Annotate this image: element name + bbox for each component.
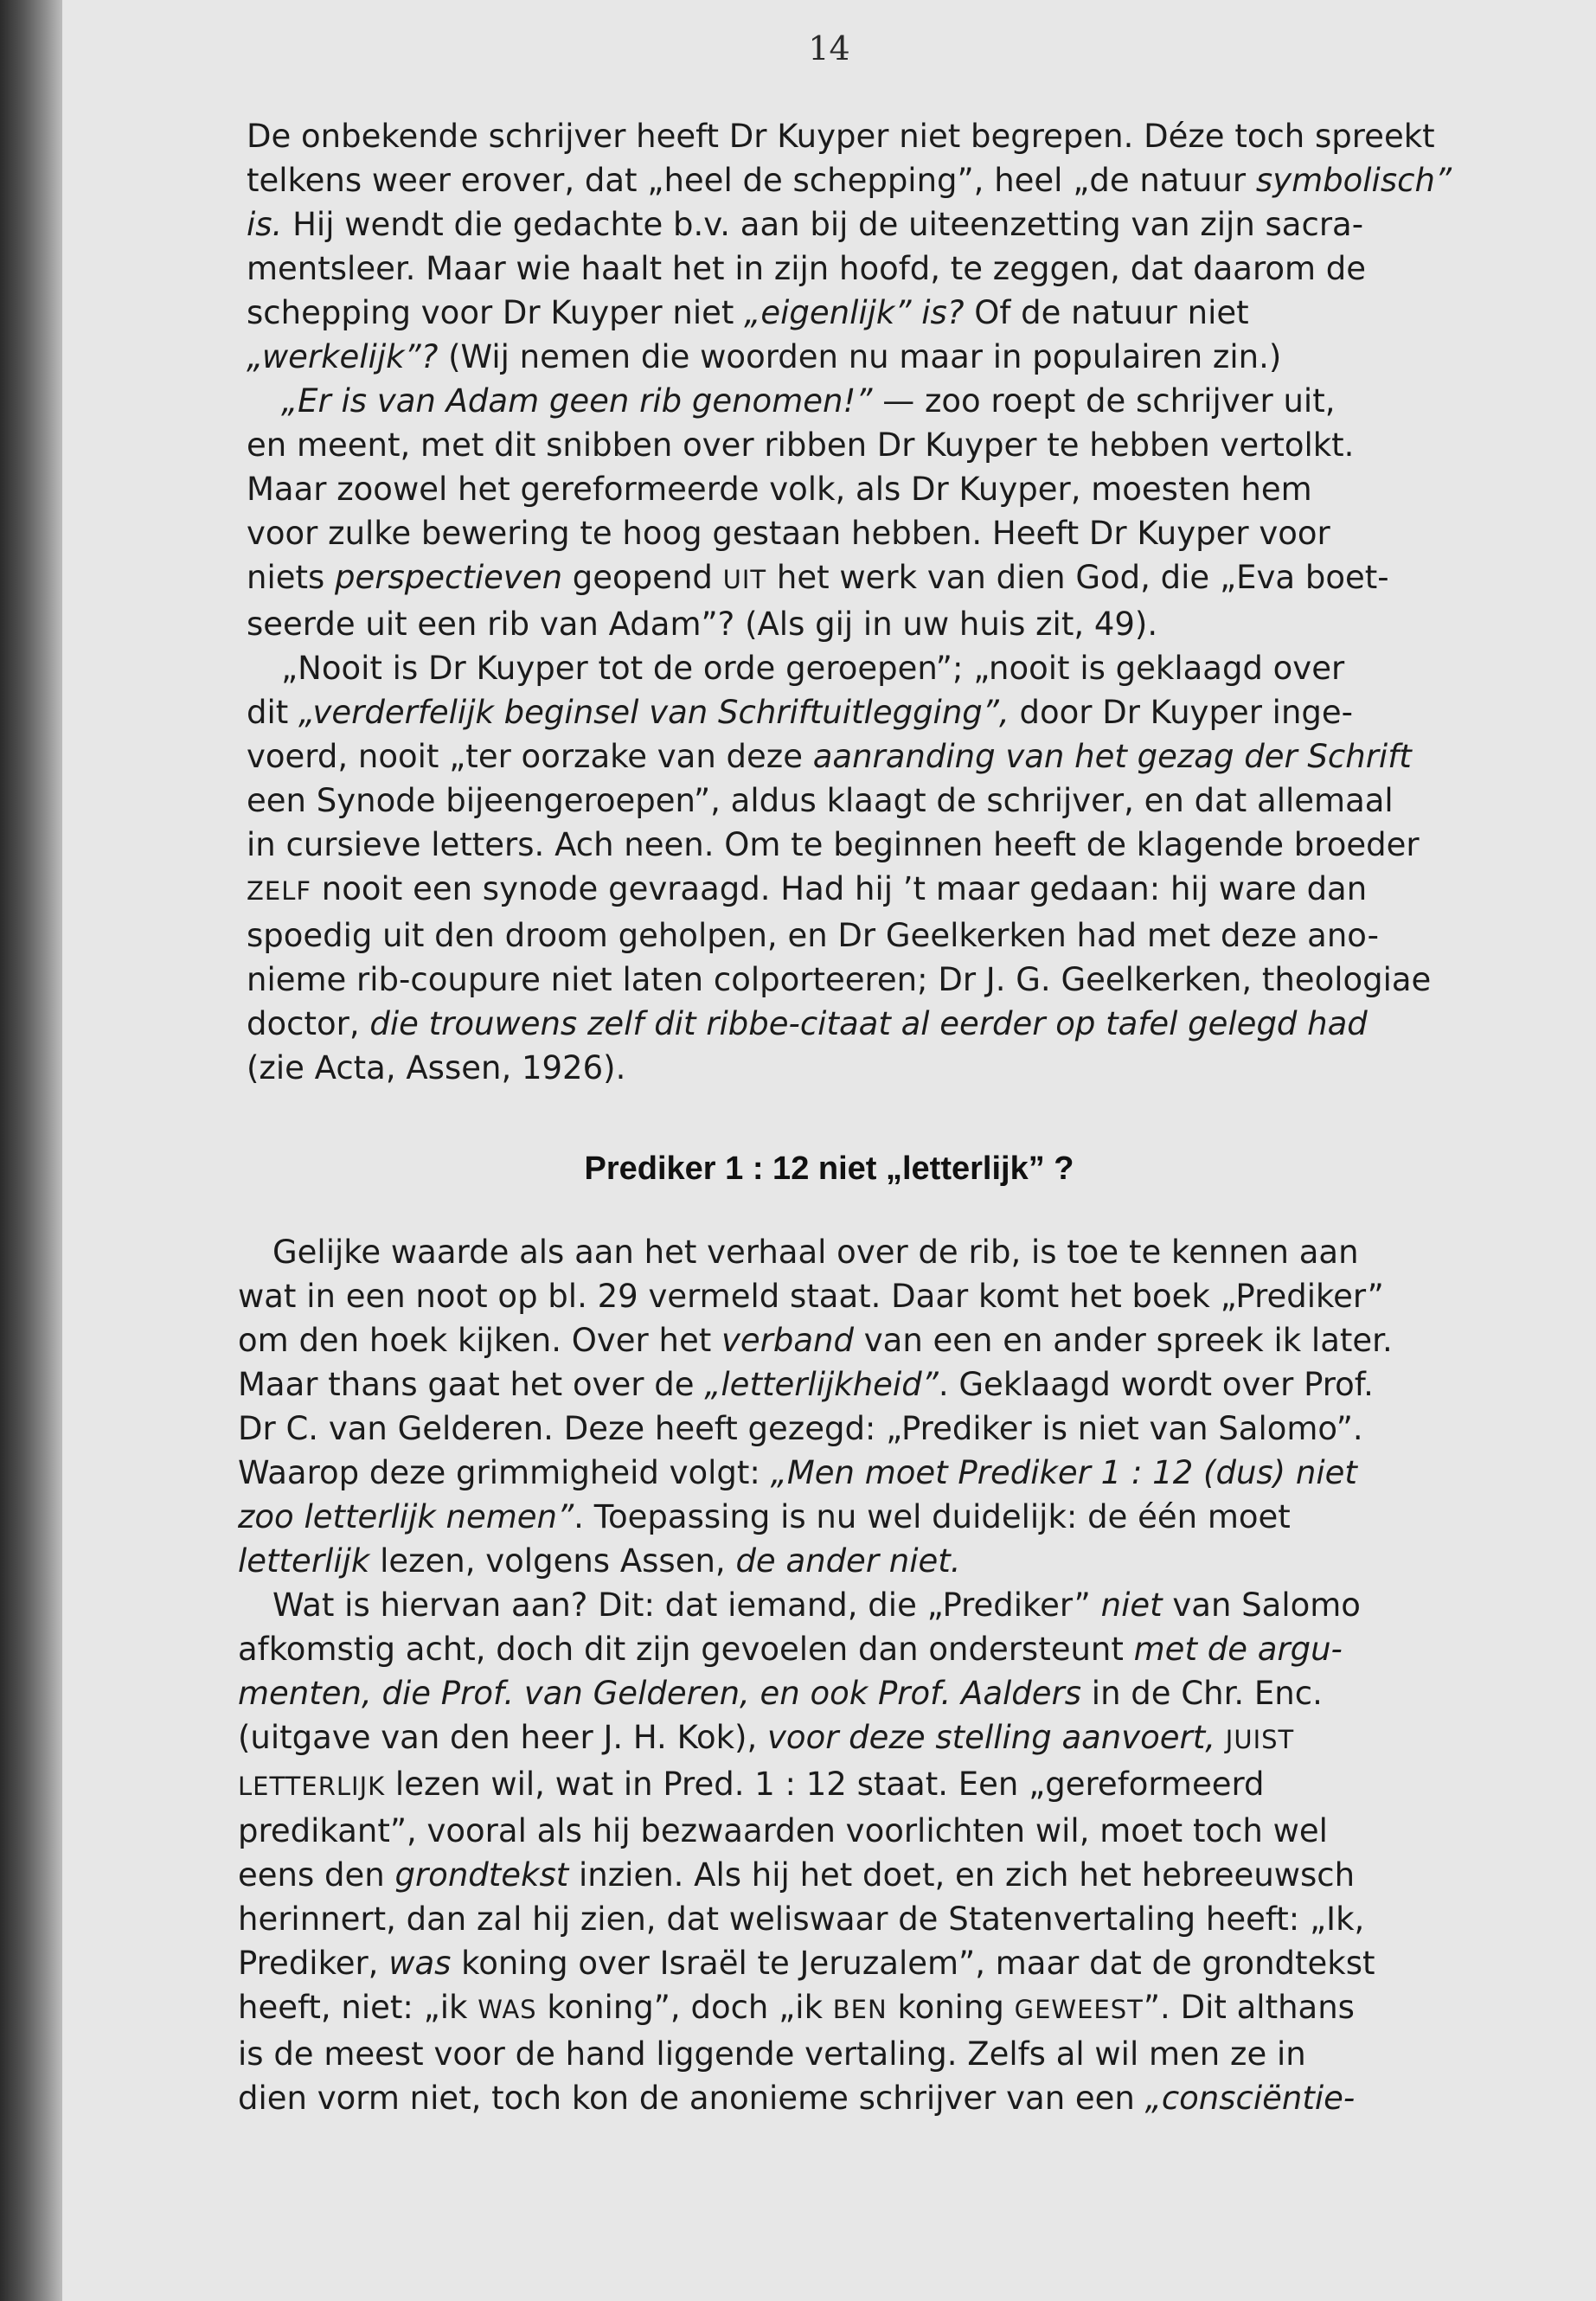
- italic-text: menten, die Prof. van Gelderen, en ook Prof. Aalders: [238, 1675, 1082, 1712]
- italic-text: symbolisch”: [1255, 162, 1452, 199]
- text-span: en meent, met dit snibben over ribben Dr Kuyper te hebben vertolkt.: [247, 426, 1355, 464]
- italic-text: niet: [1100, 1586, 1163, 1624]
- text-span: eens den: [238, 1856, 395, 1894]
- text-span: Dr C. van Gelderen. Deze heeft gezegd: „Prediker is niet van Salomo”.: [238, 1410, 1363, 1447]
- text-line: [247, 423, 1484, 467]
- text-span: schepping voor Dr Kuyper niet: [247, 294, 745, 331]
- text-line: [238, 1809, 1471, 1853]
- text-span: een Synode bijeengeroepen”, aldus klaagt de schrijver, en dat allemaal: [247, 782, 1394, 819]
- text-span: Hij wendt die gedachte b.v. aan bij de uiteenzetting van zijn sacra-: [282, 206, 1364, 243]
- text-span: koning over Israël te Jeruzalem”, maar dat de grondtekst: [451, 1945, 1375, 1982]
- text-span: Prediker,: [238, 1945, 389, 1982]
- text-line: [247, 511, 1484, 555]
- text-span: Maar thans gaat het over de: [238, 1366, 705, 1403]
- small-caps-text: ZELF: [247, 876, 312, 906]
- text-span: seerde uit een rib van Adam”? (Als gij in uw huis zit, 49).: [247, 606, 1158, 643]
- text-line: [238, 2032, 1471, 2076]
- text-span: geopend: [562, 559, 723, 596]
- text-line: [247, 158, 1484, 202]
- text-span: door Dr Kuyper inge-: [1009, 694, 1353, 731]
- text-span: dien vorm niet, toch kon de anonieme schrijver van een: [238, 2080, 1145, 2117]
- text-span: (Wij nemen die woorden nu maar in populairen zin.): [438, 338, 1282, 375]
- text-line: [247, 379, 1484, 423]
- italic-text: voor deze stelling aanvoert,: [767, 1719, 1216, 1756]
- text-span: in cursieve letters. Ach neen. Om te beginnen heeft de klagende broeder: [247, 826, 1420, 863]
- italic-text: „letterlijkheid”: [704, 1366, 939, 1403]
- italic-text: was: [388, 1945, 452, 1982]
- italic-text: die trouwens zelf dit ribbe-citaat al eerder op tafel gelegd had: [369, 1005, 1368, 1042]
- text-line: [238, 1230, 1471, 1274]
- italic-text: „consciëntie-: [1144, 2080, 1356, 2117]
- book-page: [62, 0, 1596, 2301]
- text-span: ”. Dit althans: [1143, 1989, 1355, 2026]
- text-line: [247, 291, 1484, 335]
- italic-text: „werkelijk”?: [247, 338, 439, 375]
- text-span: spoedig uit den droom geholpen, en Dr Geelkerken had met deze ano-: [247, 917, 1379, 954]
- italic-text: is.: [247, 206, 283, 243]
- text-line: [247, 734, 1484, 779]
- italic-text: aanranding van het gezag der Schrift: [812, 738, 1412, 775]
- text-span: (uitgave van den heer J. H. Kok),: [238, 1719, 768, 1756]
- text-span: . Toepassing is nu wel duidelijk: de één moet: [574, 1498, 1291, 1535]
- small-caps-text: WAS: [478, 1995, 537, 2024]
- paragraph-block-2: [238, 1230, 1471, 2120]
- text-span: nooit een synode gevraagd. Had hij ’t maar gedaan: hij ware dan: [311, 870, 1368, 907]
- small-caps-text: JUIST: [1225, 1725, 1295, 1754]
- text-line: [247, 913, 1484, 958]
- text-span: — zoo roept de schrijver uit,: [872, 382, 1336, 420]
- text-line: [238, 1362, 1471, 1407]
- italic-text: verband: [721, 1322, 854, 1359]
- small-caps-text: LETTERLIJK: [238, 1772, 386, 1801]
- text-line: [247, 867, 1484, 913]
- text-line: [238, 1318, 1471, 1362]
- text-span: in de Chr. Enc.: [1081, 1675, 1323, 1712]
- text-span: is de meest voor de hand liggende vertaling. Zelfs al wil men ze in: [238, 2035, 1306, 2073]
- text-line: [247, 1002, 1484, 1046]
- text-line: [247, 555, 1484, 602]
- text-span: het werk van dien God, die „Eva boet-: [766, 559, 1389, 596]
- text-span: [1215, 1719, 1226, 1756]
- text-line: [247, 779, 1484, 823]
- text-line: [238, 1985, 1471, 2032]
- text-line: [238, 1941, 1471, 1985]
- text-line: [247, 202, 1484, 247]
- text-span: lezen wil, wat in Pred. 1 : 12 staat. Een „gereformeerd: [385, 1766, 1265, 1803]
- text-line: [238, 1274, 1471, 1318]
- italic-text: letterlijk: [238, 1542, 370, 1580]
- text-span: lezen, volgens Assen,: [369, 1542, 736, 1580]
- text-span: Waarop deze grimmigheid volgt:: [238, 1454, 771, 1491]
- text-span: mentsleer. Maar wie haalt het in zijn hoofd, te zeggen, dat daarom de: [247, 250, 1367, 287]
- text-span: koning”, doch „ik: [536, 1989, 833, 2026]
- text-line: [238, 1583, 1471, 1627]
- italic-text: „eigenlijk” is?: [744, 294, 965, 331]
- text-span: Wat is hiervan aan? Dit: dat iemand, die „Prediker”: [272, 1586, 1101, 1624]
- paragraph-block-1: [247, 114, 1484, 1090]
- text-span: telkens weer erover, dat „heel de schepping”, heel „de natuur: [247, 162, 1256, 199]
- italic-text: „Men moet Prediker 1 : 12 (dus) niet: [770, 1454, 1357, 1491]
- text-line: [238, 1853, 1471, 1897]
- text-line: [238, 2076, 1471, 2120]
- text-line: [238, 1762, 1471, 1809]
- text-line: [238, 1495, 1471, 1539]
- text-span: nieme rib-coupure niet laten colporteeren; Dr J. G. Geelkerken, theologiae: [247, 961, 1432, 998]
- text-line: [238, 1671, 1471, 1715]
- italic-text: „verderfelijk beginsel van Schriftuitlegging”,: [298, 694, 1010, 731]
- text-span: herinnert, dan zal hij zien, dat weliswaar de Statenvertaling heeft: „Ik,: [238, 1900, 1365, 1938]
- text-span: van Salomo: [1162, 1586, 1361, 1624]
- text-line: [247, 114, 1484, 158]
- text-line: [247, 247, 1484, 291]
- text-span: heeft, niet: „ik: [238, 1989, 478, 2026]
- text-line: [247, 1046, 1484, 1090]
- text-line: [247, 823, 1484, 867]
- text-line: [238, 1451, 1471, 1495]
- text-span: afkomstig acht, doch dit zijn gevoelen dan ondersteunt: [238, 1631, 1134, 1668]
- text-line: [247, 958, 1484, 1002]
- text-line: [247, 467, 1484, 511]
- text-line: [247, 646, 1484, 690]
- book-binding-shadow: [0, 0, 62, 2301]
- text-line: [247, 690, 1484, 734]
- text-line: [238, 1539, 1471, 1583]
- text-line: [247, 602, 1484, 646]
- text-span: om den hoek kijken. Over het: [238, 1322, 722, 1359]
- italic-text: grondtekst: [394, 1856, 569, 1894]
- text-span: doctor,: [247, 1005, 370, 1042]
- text-span: Gelijke waarde als aan het verhaal over de rib, is toe te kennen aan: [272, 1234, 1359, 1271]
- italic-text: perspectieven: [335, 559, 563, 596]
- text-span: (zie Acta, Assen, 1926).: [247, 1049, 626, 1086]
- text-line: [238, 1407, 1471, 1451]
- italic-text: met de argu-: [1133, 1631, 1343, 1668]
- small-caps-text: BEN: [832, 1995, 888, 2024]
- small-caps-text: UIT: [722, 565, 767, 594]
- text-span: predikant”, vooral als hij bezwaarden voorlichten wil, moet toch wel: [238, 1812, 1328, 1849]
- page-number: 14: [808, 29, 850, 67]
- text-span: van een en ander spreek ik later.: [853, 1322, 1393, 1359]
- text-span: voor zulke bewering te hoog gestaan hebben. Heeft Dr Kuyper voor: [247, 515, 1330, 552]
- text-span: inzien. Als hij het doet, en zich het hebreeuwsch: [568, 1856, 1356, 1894]
- text-line: [238, 1715, 1471, 1762]
- text-line: [238, 1897, 1471, 1941]
- italic-text: „Er is van Adam geen rib genomen!”: [281, 382, 873, 420]
- text-line: [238, 1627, 1471, 1671]
- text-span: Maar zoowel het gereformeerde volk, als Dr Kuyper, moesten hem: [247, 471, 1312, 508]
- italic-text: de ander niet.: [735, 1542, 961, 1580]
- italic-text: zoo letterlijk nemen”: [238, 1498, 574, 1535]
- text-span: koning: [887, 1989, 1015, 2026]
- text-span: dit: [247, 694, 299, 731]
- text-span: niets: [247, 559, 336, 596]
- text-span: „Nooit is Dr Kuyper tot de orde geroepen”; „nooit is geklaagd over: [281, 650, 1345, 687]
- text-span: wat in een noot op bl. 29 vermeld staat. Daar komt het boek „Prediker”: [238, 1278, 1384, 1315]
- small-caps-text: GEWEEST: [1014, 1995, 1144, 2024]
- text-span: voerd, nooit „ter oorzake van deze: [247, 738, 813, 775]
- text-span: De onbekende schrijver heeft Dr Kuyper niet begrepen. Déze toch spreekt: [247, 118, 1435, 155]
- section-heading: Prediker 1 : 12 niet „letterlijk” ?: [584, 1150, 1074, 1187]
- text-span: Of de natuur niet: [964, 294, 1249, 331]
- text-line: [247, 335, 1484, 379]
- text-span: . Geklaagd wordt over Prof.: [938, 1366, 1374, 1403]
